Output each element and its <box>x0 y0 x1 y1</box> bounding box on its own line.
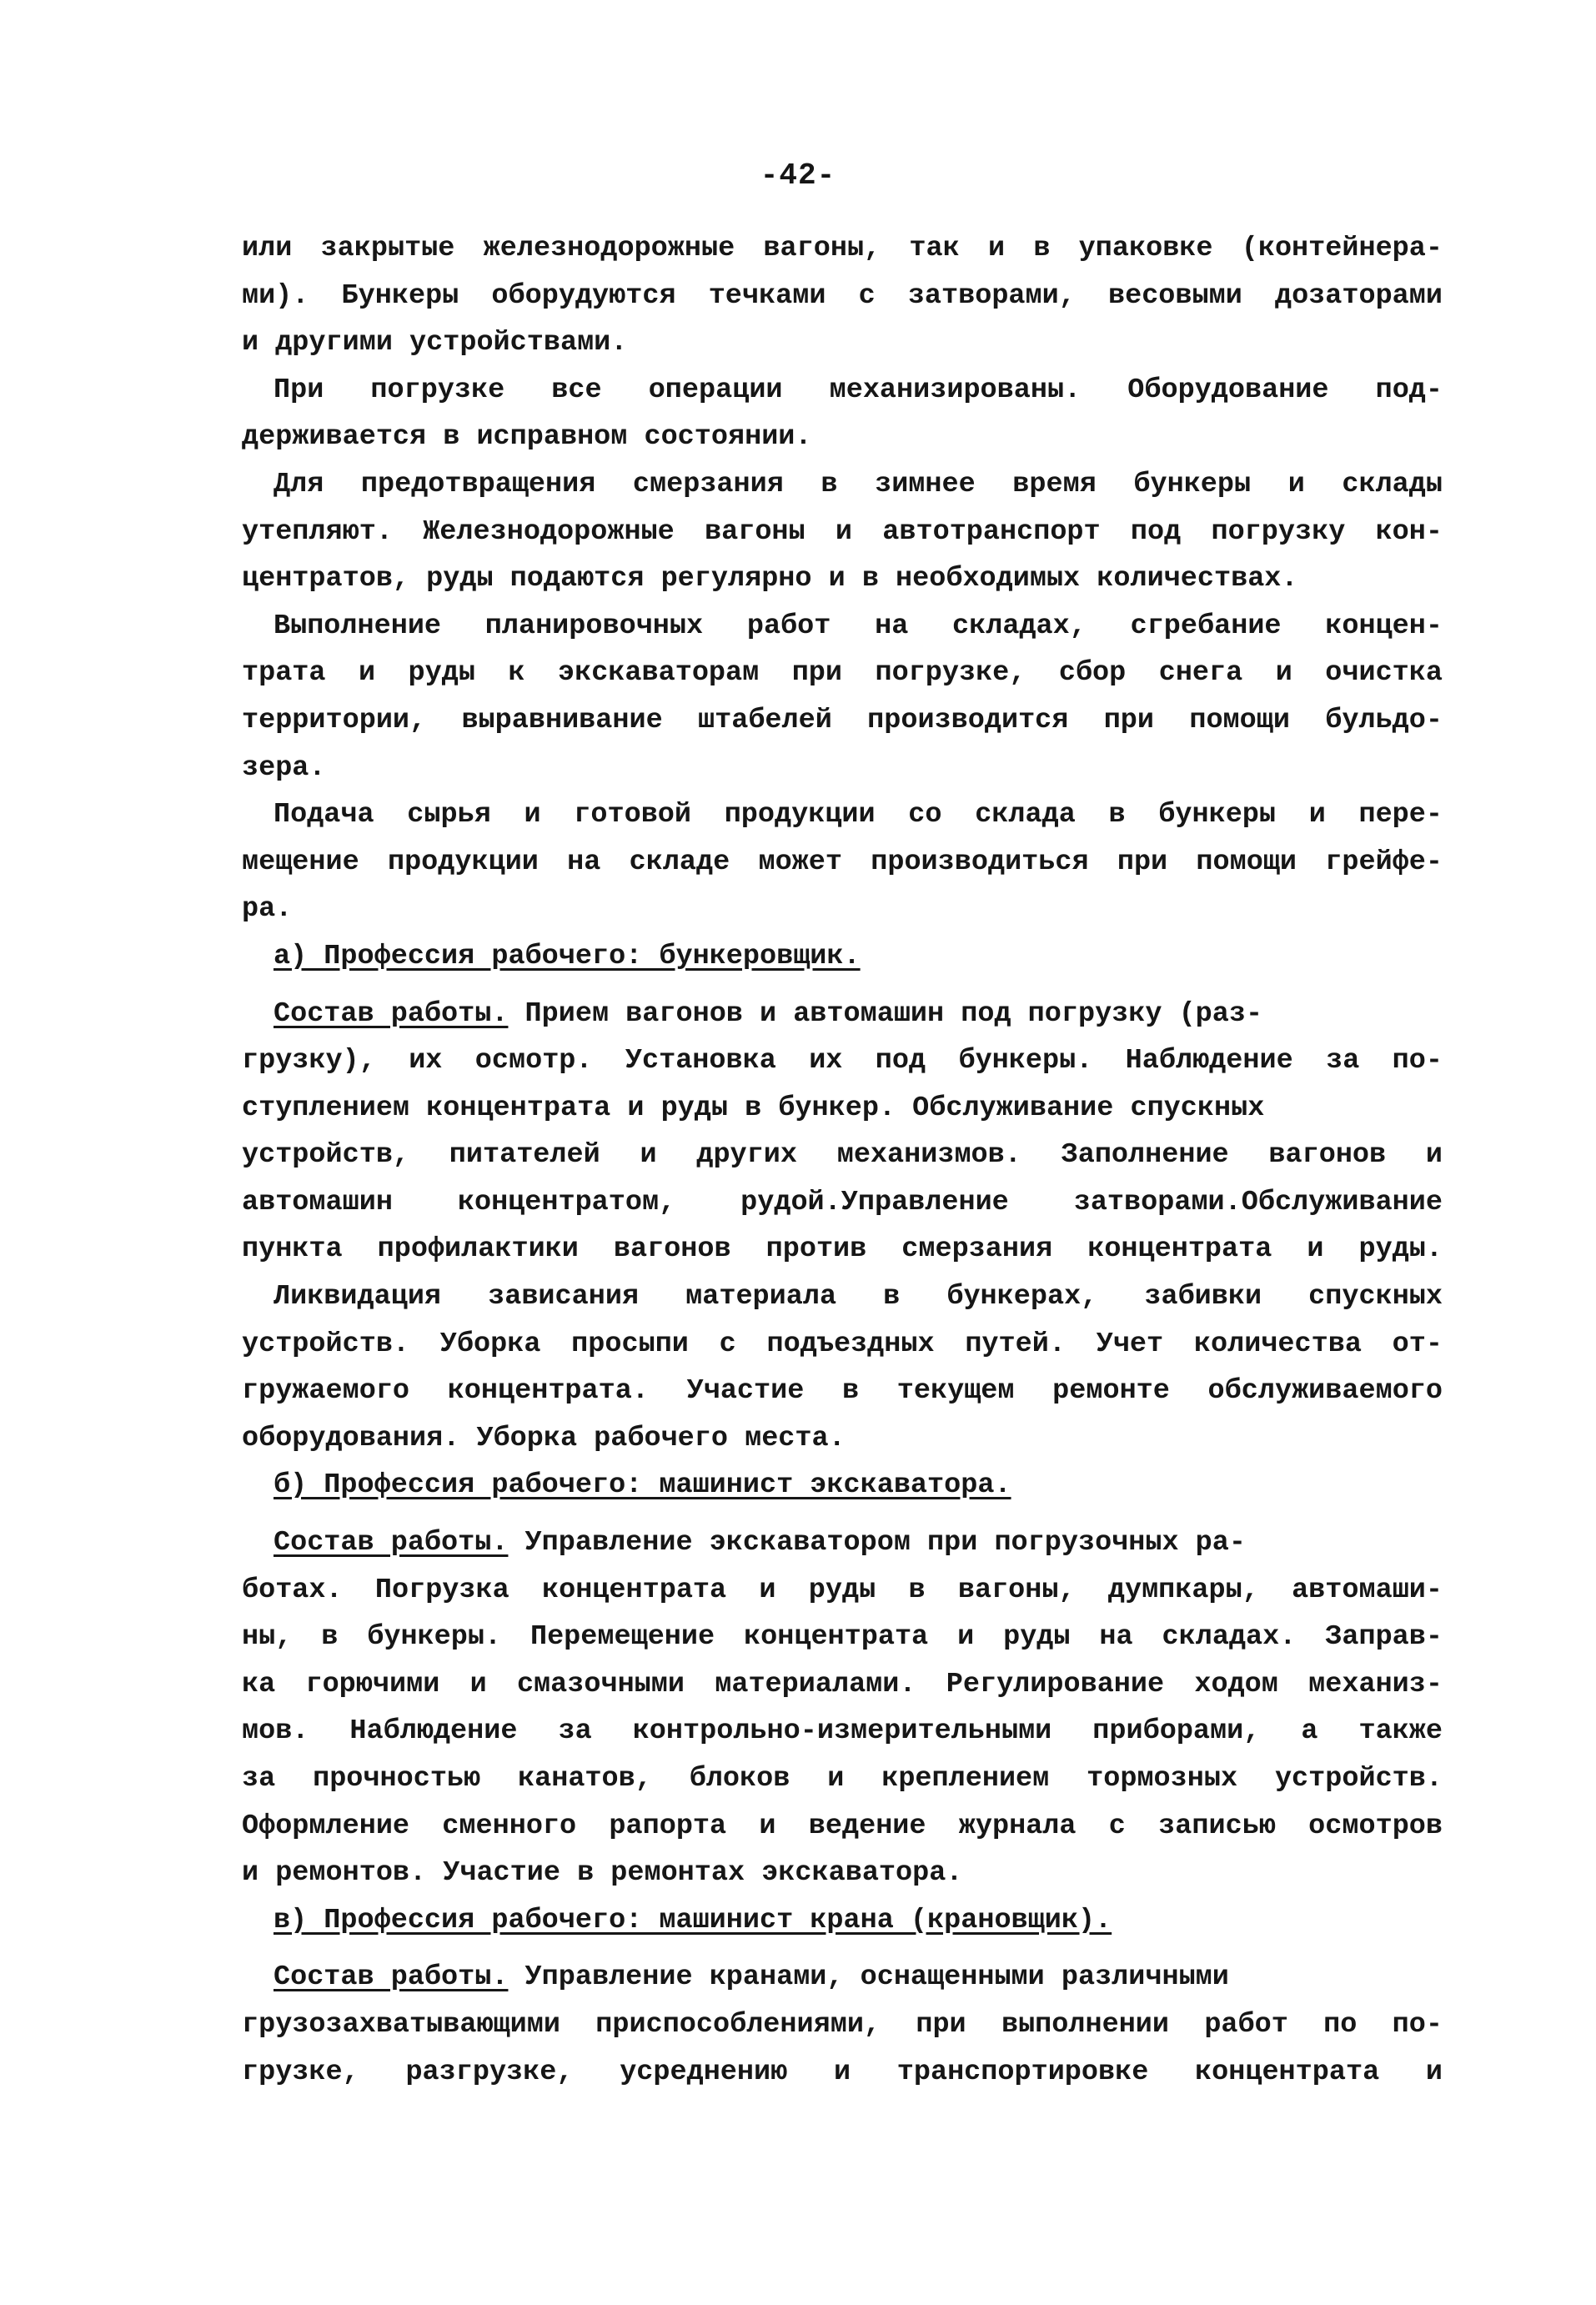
text-line: устройств. Уборка просыпи с подъездных путей. Учет количества от- <box>242 1328 1443 1360</box>
text-line: автомашин концентратом, рудой.Управление затворами.Обслуживание <box>242 1186 1443 1218</box>
text-line: утепляют. Железнодорожные вагоны и автотранспорт под погрузку кон- <box>242 515 1443 548</box>
text-line: и ремонтов. Участие в ремонтах экскаватора. <box>242 1857 963 1890</box>
section-heading-text: а) Профессия рабочего: бункеровщик. <box>274 940 861 972</box>
text-line: территории, выравнивание штабелей производится при помощи бульдо- <box>242 704 1443 736</box>
text-line: пункта профилактики вагонов против смерзания концентрата и руды. <box>242 1233 1443 1266</box>
text-line: устройств, питателей и других механизмов. Заполнение вагонов и <box>242 1139 1443 1172</box>
section-heading-text: в) Профессия рабочего: машинист крана (крановщик). <box>274 1904 1112 1936</box>
work-composition-label: Состав работы. <box>274 1961 509 1994</box>
text-line: и другими устройствами. <box>242 327 628 359</box>
text-line: Подача сырья и готовой продукции со склада в бункеры и пере- <box>274 799 1443 831</box>
work-composition-label: Состав работы. <box>274 1527 509 1559</box>
text-line-tail: Управление экскаватором при погрузочных ра- <box>508 1527 1246 1559</box>
text-line: При погрузке все операции механизированы. Оборудование под- <box>274 374 1443 406</box>
text-line: центратов, руды подаются регулярно и в необходимых количествах. <box>242 563 1298 595</box>
text-line: мов. Наблюдение за контрольно-измерительными приборами, а также <box>242 1715 1443 1748</box>
text-line: держивается в исправном состоянии. <box>242 421 812 454</box>
text-line: мещение продукции на складе может производиться при помощи грейфе- <box>242 846 1443 878</box>
text-line: трата и руды к экскаваторам при погрузке, сбор снега и очистка <box>242 657 1443 690</box>
text-line: ступлением концентрата и руды в бункер. Обслуживание спускных <box>242 1092 1265 1124</box>
document-body <box>242 225 1443 2096</box>
text-line: ботах. Погрузка концентрата и руды в вагоны, думпкары, автомаши- <box>242 1574 1443 1606</box>
text-line: или закрытые железнодорожные вагоны, так и в упаковке (контейнера- <box>242 233 1443 264</box>
text-line: Для предотвращения смерзания в зимнее время бункеры и склады <box>274 468 1443 500</box>
work-composition-label: Состав работы. <box>274 997 509 1030</box>
text-line <box>242 1519 1443 1567</box>
section-heading-c <box>242 1897 1443 1945</box>
text-line: оборудования. Уборка рабочего места. <box>242 1422 846 1454</box>
spacer <box>242 1944 1443 1954</box>
section-heading-text: б) Профессия рабочего: машинист экскаватора. <box>274 1469 1011 1502</box>
section-heading-a <box>242 933 1443 981</box>
text-line: грузке, разгрузке, усреднению и транспортировке концентрата и <box>242 2056 1443 2088</box>
text-line <box>242 1954 1443 2001</box>
text-line: ра. <box>242 893 293 926</box>
text-line: ми). Бункеры оборудуются течками с затворами, весовыми дозаторами <box>242 279 1443 312</box>
section-heading-b <box>242 1462 1443 1509</box>
text-line <box>242 991 1443 1038</box>
text-line-tail: Управление кранами, оснащенными различными <box>508 1961 1229 1994</box>
text-line: Выполнение планировочных работ на складах, сгребание концен- <box>274 610 1443 642</box>
text-line: грузозахватывающими приспособлениями, при выполнении работ по по- <box>242 2008 1443 2041</box>
text-line: гружаемого концентрата. Участие в текущем ремонте обслуживаемого <box>242 1375 1443 1408</box>
text-line: ны, в бункеры. Перемещение концентрата и руды на складах. Заправ- <box>242 1621 1443 1654</box>
spacer <box>242 1509 1443 1519</box>
text-line: Оформление сменного рапорта и ведение журнала с записью осмотров <box>242 1810 1443 1842</box>
text-line: зера. <box>242 751 326 784</box>
text-line: грузку), их осмотр. Установка их под бункеры. Наблюдение за по- <box>242 1045 1443 1077</box>
page-number: -42- <box>760 158 836 193</box>
text-line: за прочностью канатов, блоков и креплением тормозных устройств. <box>242 1763 1443 1795</box>
text-line-tail: Прием вагонов и автомашин под погрузку (раз- <box>508 997 1263 1030</box>
spacer <box>242 981 1443 991</box>
text-line: ка горючими и смазочными материалами. Регулирование ходом механиз- <box>242 1668 1443 1700</box>
text-line: Ликвидация зависания материала в бункерах, забивки спускных <box>274 1281 1443 1313</box>
